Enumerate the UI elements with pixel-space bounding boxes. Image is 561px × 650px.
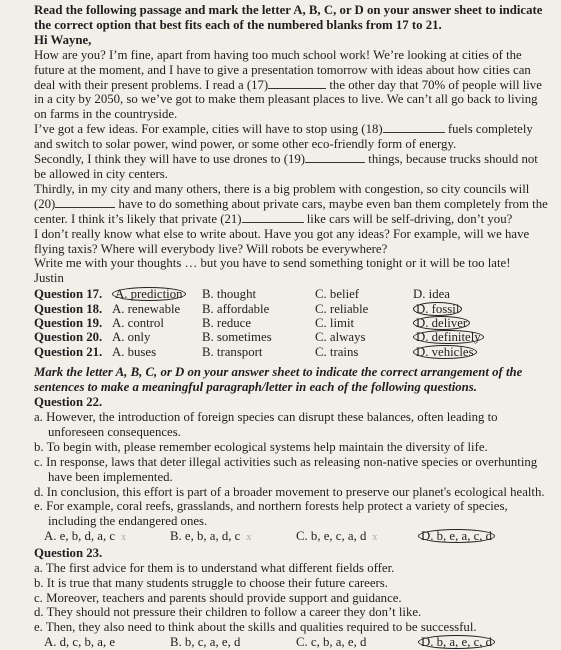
option-23-b[interactable]: B. b, c, a, e, d: [170, 635, 241, 650]
option-17-c[interactable]: C. belief: [315, 287, 360, 302]
blank-21: [242, 222, 304, 223]
question-label: Question 20.: [34, 330, 103, 345]
q23-sentence-a: a. The first advice for them is to understand what different fields offer.: [34, 560, 395, 575]
blank-18: [383, 132, 445, 133]
para3-start: Secondly, I think they will have to use drones to (19): [34, 152, 306, 167]
q22-sentence-d: d. In conclusion, this effort is part of a broader movement to preserve our planet's ecological health.: [34, 484, 545, 499]
option-19-a[interactable]: A. control: [112, 316, 164, 331]
blank-17: [268, 88, 326, 89]
q23-sentence-d: d. They should not pressure their children to follow a career they don’t like.: [34, 605, 422, 620]
option-19-d-circled[interactable]: D. deliver: [413, 316, 470, 330]
cross-mark: x: [372, 532, 378, 544]
cross-mark: x: [246, 532, 252, 544]
option-20-b[interactable]: B. sometimes: [202, 330, 272, 345]
letter-signature: Justin: [34, 271, 64, 286]
q22-sentence-e: e. For example, coral reefs, grasslands, and northern forests help protect a variety of species, including the endangered ones.: [34, 499, 508, 529]
option-20-d-circled[interactable]: D. definitely: [413, 330, 484, 344]
q22-sentence-b: b. To begin with, please remember ecological systems help maintain the diversity of life.: [34, 439, 488, 454]
question-19-row: [34, 316, 553, 330]
question-22-label: Question 22.: [34, 395, 103, 410]
option-17-a-circled[interactable]: [112, 287, 186, 301]
option-22-d-circled[interactable]: D. b, e, a, c, d: [418, 529, 495, 543]
question-20-row: [34, 330, 553, 344]
para4-end: like cars will be self-driving, don’t you?: [303, 211, 513, 226]
option-17-d[interactable]: D. idea: [413, 287, 450, 302]
question-21-row: [34, 345, 553, 359]
question-17-row: [34, 287, 553, 301]
q23-sentence-e: e. Then, they also need to think about the skills and qualities required to be successful.: [34, 620, 477, 635]
instruction-arrangement: Mark the letter A, B, C, or D on your answer sheet to indicate the correct arrangement of the sentences to make a meaningful paragraph/letter in each of the following questions.: [34, 365, 523, 395]
para2-start: I’ve got a few ideas. For example, cities will have to stop using (18): [34, 122, 383, 137]
blank-20: [55, 207, 115, 208]
q23-sentence-c: c. Moreover, teachers and parents should provide support and guidance.: [34, 590, 402, 605]
para3-end: things, because trucks should not be allowed in city centers.: [34, 152, 538, 181]
option-21-b[interactable]: B. transport: [202, 344, 263, 359]
letter-paragraph-6: Write me with your thoughts … but you have to send something tonight or it will be too late!: [34, 256, 511, 271]
option-18-c[interactable]: C. reliable: [315, 301, 369, 316]
question-23-options: [34, 635, 553, 650]
cloze-questions: [34, 287, 553, 359]
option-22-a[interactable]: A. e, b, d, a, c: [44, 529, 116, 544]
option-18-a[interactable]: A. renewable: [112, 301, 181, 316]
option-18-d-circled[interactable]: D. fossil: [413, 302, 462, 316]
option-23-d-circled[interactable]: D. b, a, e, c, d: [418, 635, 495, 649]
question-23-label: Question 23.: [34, 545, 103, 560]
blank-19: [305, 162, 365, 163]
question-18-row: [34, 302, 553, 316]
para1-end: the other day that 70% of people will live in a city by 2050, so we’ve got to make them pleasant places to live. We can’t all go back to living on farms in the countryside.: [34, 77, 542, 122]
option-21-c[interactable]: C. trains: [315, 344, 359, 359]
option-22-c[interactable]: C. b, e, c, a, d: [296, 529, 367, 544]
question-label: Question 19.: [34, 316, 103, 331]
option-21-d-circled[interactable]: D. vehicles: [413, 345, 477, 359]
letter-greeting: Hi Wayne,: [34, 32, 92, 47]
question-label: Question 21.: [34, 344, 103, 359]
option-19-c[interactable]: C. limit: [315, 316, 355, 331]
para1-start: How are you? I’m fine, apart from having too much school work! We’re looking at cities of the future at the moment, and I have to give a presentation tomorrow with ideas about how cities can deal with their present problems. I read a (17): [34, 47, 531, 92]
option-17-b[interactable]: B. thought: [202, 287, 257, 302]
letter-paragraph-3: [34, 152, 553, 182]
q22-sentence-c: c. In response, laws that deter illegal activities such as releasing non-native species or overhunting have been implemented.: [34, 454, 538, 484]
question-22-options: [34, 529, 553, 546]
letter-paragraph-1: [34, 48, 553, 123]
letter-paragraph-2: [34, 122, 553, 152]
option-23-c[interactable]: C. c, b, a, e, d: [296, 635, 367, 650]
instruction-cloze: Read the following passage and mark the letter A, B, C, or D on your answer sheet to indicate the correct option that best fits each of the numbered blanks from 17 to 21.: [34, 3, 543, 32]
para4-start: Thirdly, in my city and many others, there is a big problem with congestion, so city councils will (20): [34, 181, 530, 211]
option-22-b[interactable]: B. e, b, a, d, c: [170, 529, 241, 544]
para4-middle: have to do something about private cars, maybe even ban them completely from the center. I think it’s likely that private (21): [34, 196, 548, 226]
option-20-a[interactable]: A. only: [112, 330, 151, 345]
para2-end: fuels completely and switch to solar power, wind power, or some other eco-friendly form of energy.: [34, 122, 533, 152]
question-label: Question 18.: [34, 301, 103, 316]
option-21-a[interactable]: A. buses: [112, 344, 157, 359]
answer-circle: A. prediction: [112, 287, 186, 301]
option-23-a[interactable]: A. d, c, b, a, e: [44, 635, 116, 650]
question-label: Question 17.: [34, 287, 103, 302]
letter-paragraph-5: I don’t really know what else to write about. Have you got any ideas? For example, will we have flying taxis? Where will everybody live? Will robots be everywhere?: [34, 226, 530, 256]
cross-mark: x: [121, 532, 127, 544]
letter-paragraph-4: [34, 182, 553, 227]
q22-sentence-a: a. However, the introduction of foreign species can disrupt these balances, often leading to unforeseen consequences.: [34, 409, 498, 439]
q23-sentence-b: b. It is true that many students struggle to choose their future careers.: [34, 575, 388, 590]
option-18-b[interactable]: B. affordable: [202, 301, 270, 316]
option-20-c[interactable]: C. always: [315, 330, 366, 345]
option-19-b[interactable]: B. reduce: [202, 316, 252, 331]
